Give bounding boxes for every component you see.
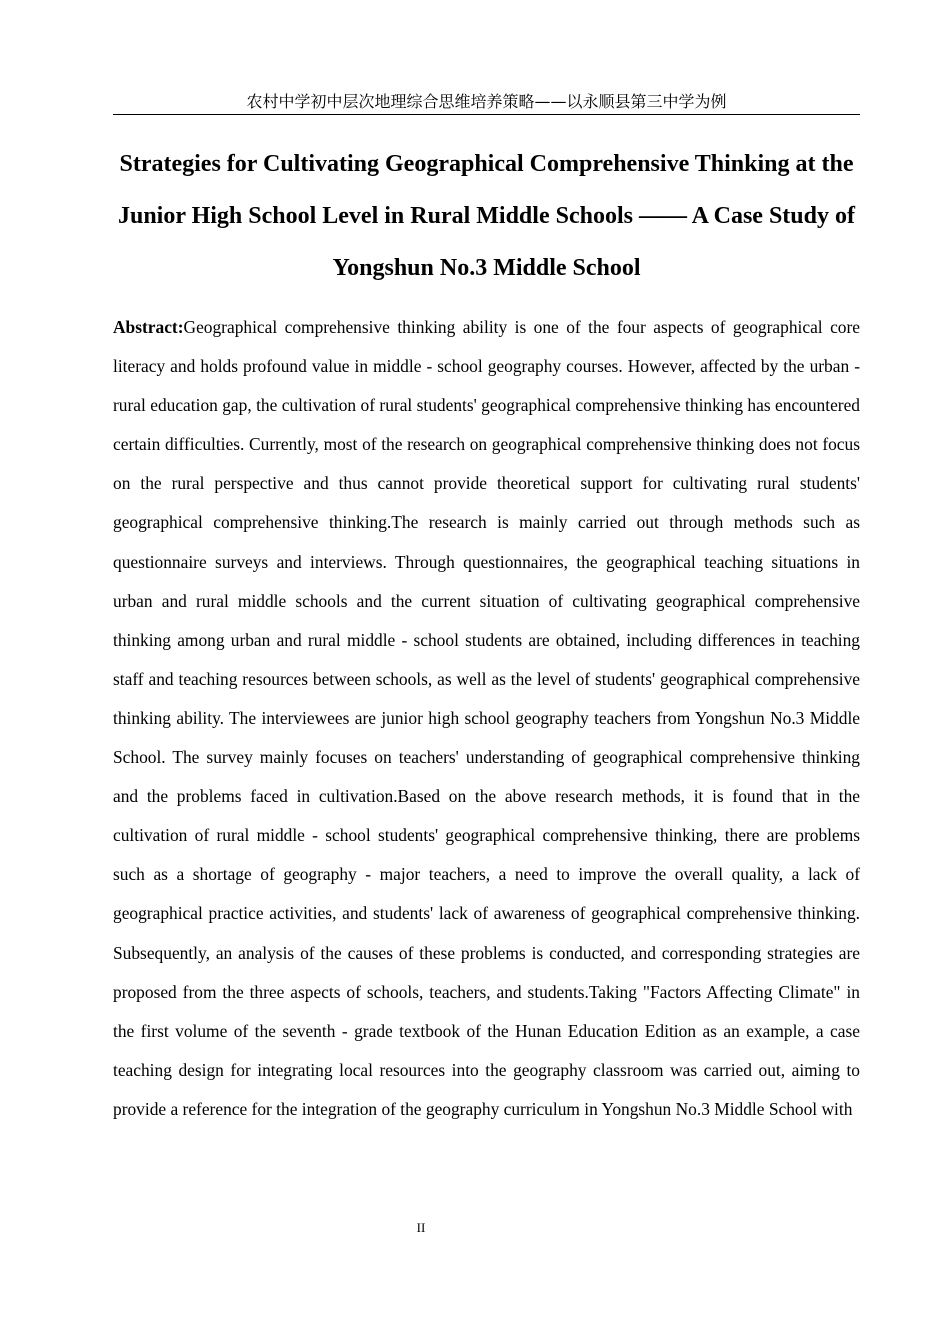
paper-title: Strategies for Cultivating Geographical Comprehensive Thinking at the Junior High School Level in Rural Middle Schools —— A Case Study of Yongshun No.3 Middle School xyxy=(117,151,855,281)
abstract-paragraph xyxy=(113,308,860,1129)
abstract-label: Abstract: xyxy=(113,317,184,337)
abstract-text: Geographical comprehensive thinking ability is one of the four aspects of geographical core literacy and holds profound value in middle - school geography courses. However, affected by the urban - rural education gap, the cultivation of rural students' geographical comprehensive thinking has encountered certain difficulties. Currently, most of the research on geographical comprehensive thinking does not focus on the rural perspective and thus cannot provide theoretical support for cultivating rural students' geographical comprehensive thinking.The research is mainly carried out through methods such as questionnaire surveys and interviews. Through questionnaires, the geographical teaching situations in urban and rural middle schools and the current situation of cultivating geographical comprehensive thinking among urban and rural middle - school students are obtained, including differences in teaching staff and teaching resources between schools, as well as the level of students' geographical comprehensive thinking ability. The interviewees are junior high school geography teachers from Yongshun No.3 Middle School. The survey mainly focuses on teachers' understanding of geographical comprehensive thinking and the problems faced in cultivation.Based on the above research methods, it is found that in the cultivation of rural middle - school students' geographical comprehensive thinking, there are problems such as a shortage of geography - major teachers, a need to improve the overall quality, a lack of geographical practice activities, and students' lack of awareness of geographical comprehensive thinking. Subsequently, an analysis of the causes of these problems is conducted, and corresponding strategies are proposed from the three aspects of schools, teachers, and students.Taking "Factors Affecting Climate" in the first volume of the seventh - grade textbook of the Hunan Education Edition as an example, a case teaching design for integrating local resources into the geography classroom was carried out, aiming to provide a reference for the integration of the geography curriculum in Yongshun No.3 Middle School with xyxy=(113,317,860,1119)
page-number: II xyxy=(416,1220,426,1235)
running-header: 农村中学初中层次地理综合思维培养策略——以永顺县第三中学为例 xyxy=(113,90,860,115)
